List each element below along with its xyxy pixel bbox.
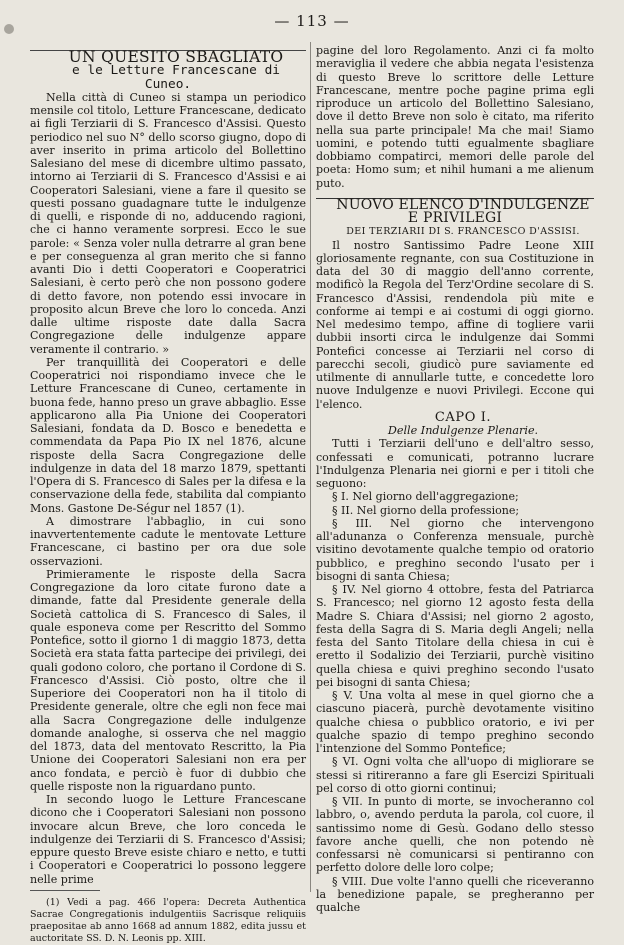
list-item: § IV. Nel giorno 4 ottobre, festa del Patriarca S. Francesco; nel giorno 12 agosto festa della Madre S. Chiara d'Assisi; nel giorno 2 agosto, festa della Sagra di S. Maria degli Angeli; nella festa del Santo Titolare della chiesa in cui è eretto il Sodalizio dei Terziarii, purchè visitino quella chiesa e quivi preghino secondo l'usato pei bisogni di santa Chiesa; [316,583,594,689]
chapter-subheading: Delle Indulgenze Plenarie. [387,424,539,437]
article1-paragraph: Primieramente le risposte della Sacra Congregazione da loro citate furono date a dimande, fatte dal Presidente generale della Società cattolica di S. Francesco di Sales, il quale esponeva come per Rescritto del Sommo Pontefice, sotto il giorno 1 di maggio 1873, detta Società era stata fatta partecipe dei privilegi, dei quali godono coloro, che portano il Cordone di S. Francesco d'Assisi. Ciò posto, oltre che il Superiore dei Cooperatori non ha il titolo di Presidente generale, oltre che egli non fece mai alla Sacra Congregazione delle indulgenze domande analoghe, si osserva che nel maggio del 1873, data del mentovato Rescritto, la Pia Unione dei Cooperatori Salesiani non era per anco fondata, e perciò è fuor di dubbio che quelle risposte non la riguardano punto. [30,567,306,793]
article1-title: UN QUESITO SBAGLIATO [68,48,284,66]
page-number: — 113 — [274,12,350,30]
column-divider [310,42,311,892]
article1-paragraph: A dimostrare l'abbaglio, in cui sono inavvertentemente cadute le mentovate Letture Francescane, ci bastino per ora due sole osservazioni. [30,514,306,568]
chapter-intro: Tutti i Terziarii dell'uno e dell'altro sesso, confessati e comunicati, potranno lucrare l'Indulgenza Plenaria nei giorni e per i titoli che seguono: [316,437,594,490]
list-item: § III. Nel giorno che intervengono all'adunanza o Conferenza mensuale, purchè visitino devotamente qualche tempio od oratorio pubblico, e preghino secondo l'usato per i bisogni di santa Chiesa; [316,516,594,583]
list-item: § VI. Ogni volta che all'uopo di migliorare se stessi si ritireranno a fare gli Esercizi Spirituali pel corso di otto giorni continui; [316,755,594,795]
list-item: § I. Nel giorno dell'aggregazione; [332,490,519,504]
list-item: § V. Una volta al mese in quel giorno che a ciascuno piacerà, purchè devotamente visitino qualche chiesa o pubblico oratorio, e ivi per qualche spazio di tempo preghino secondo l'intenzione del Sommo Pontefice; [316,689,594,755]
list-item: § II. Nel giorno della professione; [332,503,520,517]
article2-subtitle: DEI TERZIARII DI S. FRANCESCO D'ASSISI. [346,226,580,238]
continued-paragraph: pagine del loro Regolamento. Anzi ci fa molto meraviglia il vedere che abbia negata l'esistenza di questo Breve lo scrittore delle Letture Francescane, mentre poche pagine prima egli riproduce un articolo del Bollettino Salesiano, dove il detto Breve non solo è citato, ma riferito nella sua parte principale! Ma che mai! Siamo uomini, e potendo tutti egualmente sbagliare dobbiamo compatirci, memori delle parole del poeta: Homo sum; et nihil humani a me alienum puto. [316,44,594,190]
article2-intro: Il nostro Santissimo Padre Leone XIII gloriosamente regnante, con sua Costituzione in data del 30 di maggio dell'anno corrente, modificò la Regola del Terz'Ordine secolare di S. Francesco d'Assisi, rendendola più mite e conforme ai tempi e ai costumi di oggi giorno. Nel medesimo tempo, affine di togliere varii dubbii insorti circa le indulgenze dai Sommi Pontefici concesse ai Terziarii nel corso di parecchi secoli, giudicò pure saviamente ed utilmente di annullarle tutte, e concedette loro nuove Indulgenze e nuovi Privilegi. Eccone qui l'elenco. [316,238,594,411]
list-item: § VII. In punto di morte, se invocheranno col labbro, o, avendo perduta la parola, col cuore, il santissimo nome di Gesù. Godano dello stesso favore anche quelli, che non potendo nè confessarsi nè comunicarsi si pentiranno con perfetto dolore delle loro colpe; [316,795,594,875]
article1-paragraph: Nella città di Cuneo si stampa un periodico mensile col titolo, Letture Francescane, dedicato ai figli Terziarii di S. Francesco d'Assisi. Questo periodico nel suo N° dello scorso giugno, dopo di aver inserito in prima articolo del Bollettino Salesiano del mese di dicembre ultimo passato, intorno ai Terziarii di S. Francesco d'Assisi e ai Cooperatori Salesiani, viene a fare il quesito se questi possano guadagnare tutte le indulgenze di quelli, e risponde di no, adducendo ragioni, che ci hanno veramente sorpresi. Ecco le sue parole: « Senza voler nulla detrarre al gran bene e per conseguenza al gran merito che si fanno avanti Dio i detti Cooperatori e Cooperatrici Salesiani, è certo però che non possono godere di detto favore, non potendo essi invocare in proposito alcun Breve che loro lo conceda. Anzi dalle ultime risposte date dalla Sacra Congregazione delle indulgenze appare veramente il contrario. » [30,90,306,356]
article2-title: NUOVO ELENCO D'INDULGENZE E PRIVILEGI [336,196,590,226]
list-item: § VIII. Due volte l'anno quelli che riceveranno la benedizione papale, se pregheranno per qualche [316,874,594,914]
article1-paragraph: In secondo luogo le Letture Francescane dicono che i Cooperatori Salesiani non possono invocare alcun Breve, che loro conceda le indulgenze dei Terziarii di S. Francesco d'Assisi; eppure questo Breve esiste chiaro e netto, e tutti i Cooperatori e Cooperatrici lo possono leggere nelle prime [30,793,306,886]
article1-subtitle: e le Letture Francescane di Cuneo. [71,63,281,92]
right-column [316,44,594,914]
left-column [30,44,306,945]
chapter-heading: CAPO I. [434,409,492,425]
footnote-rule [30,890,100,891]
article1-paragraph: Per tranquillità dei Cooperatori e delle Cooperatrici noi rispondiamo invece che le Letture Francescane di Cuneo, certamente in buona fede, hanno preso un grave abbaglio. Esse applicarono alla Pia Unione dei Cooperatori Salesiani, fondata da D. Bosco e benedetta e commendata da Papa Pio IX nel 1876, alcune risposte della Sacra Congregazione delle indulgenze in data del 18 marzo 1879, spettanti l'Opera di S. Francesco di Sales per la difesa e la conservazione della fede, stabilita dal compianto Mons. Gastone De-Ségur nel 1857 (1). [30,355,306,515]
footnote: (1) Vedi a pag. 466 l'opera: Decreta Authentica Sacrae Congregationis indulgentiis Sacrisque reliquiis praepositae ab anno 1668 ad annum 1882, edita jussu et auctoritate SS. D. N. Leonis pp. XIII. [30,896,306,944]
